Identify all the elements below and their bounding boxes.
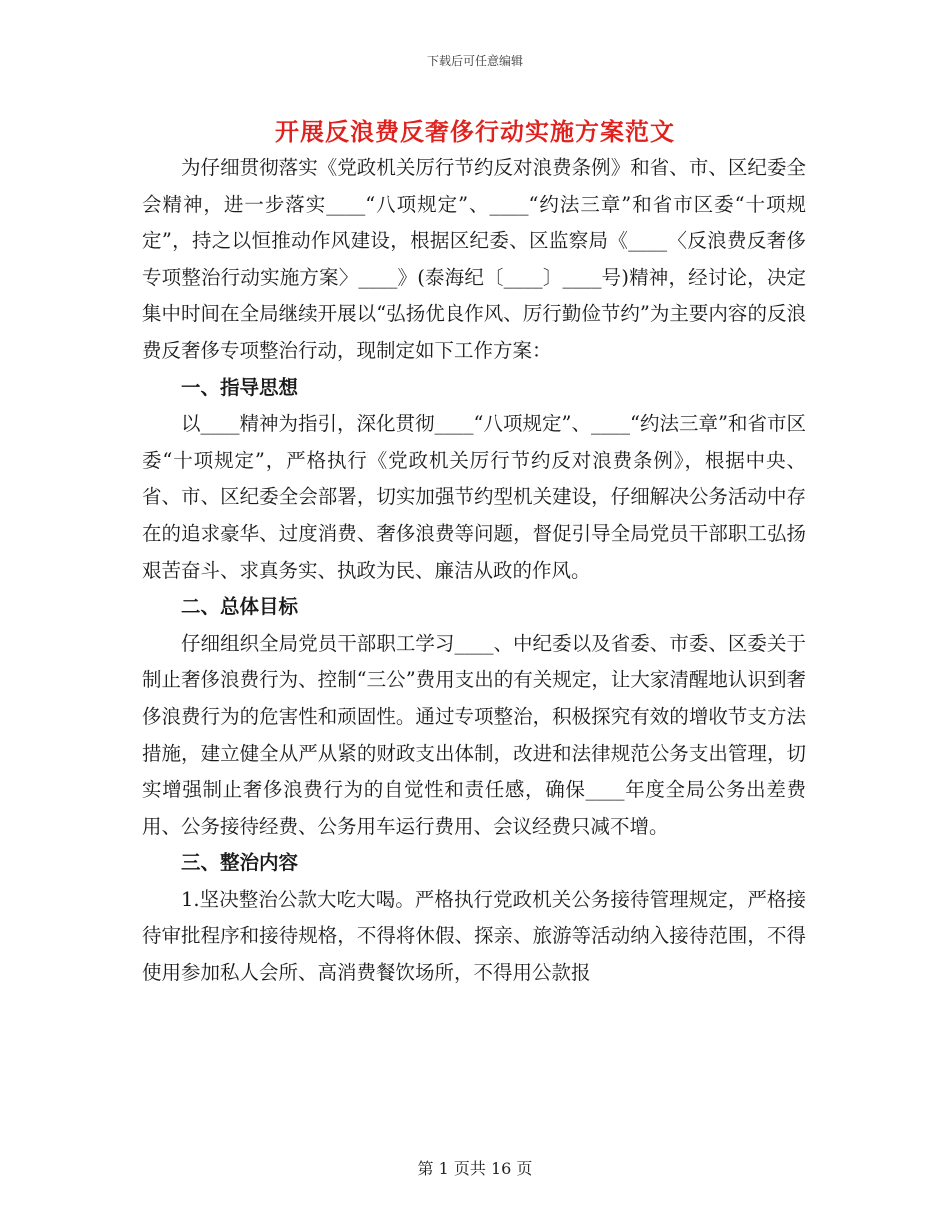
section-paragraph-overall-goal: 仔细组织全局党员干部职工学习____、中纪委以及省委、市委、区委关于制止奢侈浪费行为、控制“三公”费用支出的有关规定，让大家清醒地认识到奢侈浪费行为的危害性和顽固性。通过专项整治，积极探究有效的增收节支方法措施，建立健全从严从紧的财政支出体制，改进和法律规范公务支出管理，切实增强制止奢侈浪费行为的自觉性和责任感，确保____年度全局公务出差费用、公务接待经费、公务用车运行费用、会议经费只减不增。 <box>142 631 806 838</box>
section-paragraph-guiding-ideology: 以____精神为指引，深化贯彻____“八项规定”、____“约法三章”和省市区委“十项规定”，严格执行《党政机关厉行节约反对浪费条例》，根据中央、省、市、区纪委全会部署，切实加强节约型机关建设，仔细解决公务活动中存在的追求豪华、过度消费、奢侈浪费等问题，督促引导全局党员干部职工弘扬艰苦奋斗、求真务实、执政为民、廉洁从政的作风。 <box>142 412 806 582</box>
document-body <box>142 150 806 992</box>
section-heading-guiding-ideology: 一、指导思想 <box>181 375 299 399</box>
section-heading-rectification-content: 三、整治内容 <box>181 851 299 875</box>
page-number-footer: 第 1 页共 16 页 <box>417 1159 533 1178</box>
intro-paragraph: 为仔细贯彻落实《党政机关厉行节约反对浪费条例》和省、市、区纪委全会精神，进一步落实____“八项规定”、____“约法三章”和省市区委“十项规定”，持之以恒推动作风建设，根据区纪委、区监察局《____〈反浪费反奢侈专项整治行动实施方案〉____》(泰海纪〔____〕____号)精神，经讨论，决定集中时间在全局继续开展以“弘扬优良作风、厉行勤俭节约”为主要内容的反浪费反奢侈专项整治行动，现制定如下工作方案： <box>142 156 806 362</box>
section-item-1-paragraph: 1.坚决整治公款大吃大喝。严格执行党政机关公务接待管理规定，严格接待审批程序和接待规格，不得将休假、探亲、旅游等活动纳入接待范围，不得使用参加私人会所、高消费餐饮场所，不得用公款报 <box>142 887 806 985</box>
section-heading-overall-goal: 二、总体目标 <box>181 595 299 619</box>
header-note: 下载后可任意编辑 <box>426 54 523 68</box>
document-title: 开展反浪费反奢侈行动实施方案范文 <box>275 117 675 146</box>
